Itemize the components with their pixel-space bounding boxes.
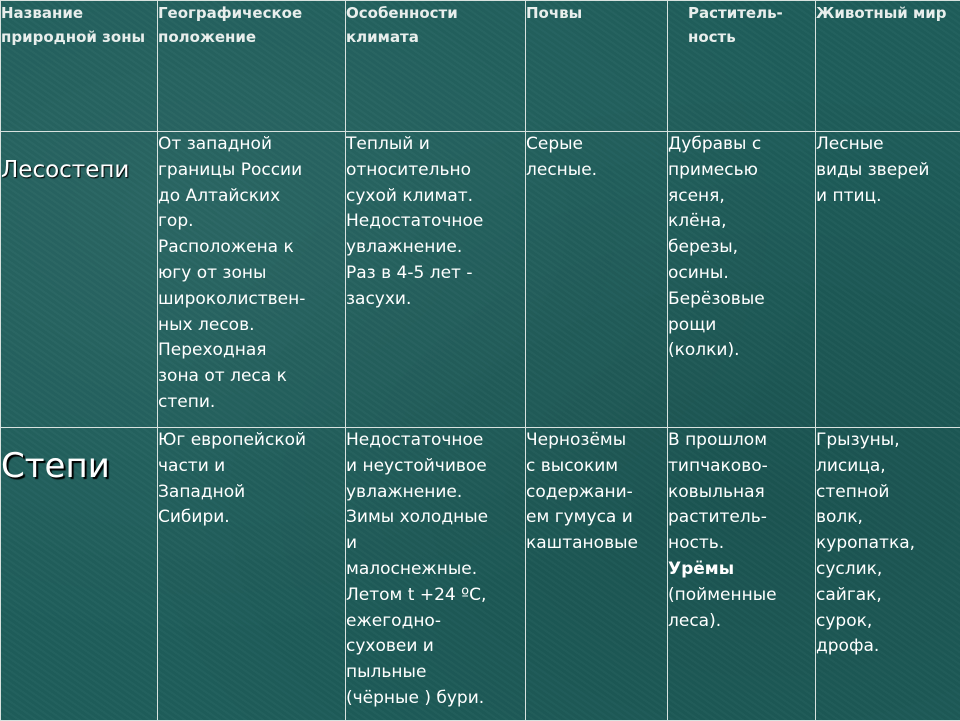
header-fauna: Животный мир [816,1,960,132]
table-row-steppe [1,428,960,721]
geo-cell-steppe: Юг европейской части и Западной Сибири. [158,428,346,721]
fauna-cell-steppe: Грызуны, лисица, степной волк, куропатка, суслик, сайгак, сурок, дрофа. [816,428,960,721]
fauna-cell-forest-steppe: Лесные виды зверей и птиц. [816,132,960,428]
vegetation-cell-steppe [668,428,816,721]
header-climate: Особенности климата [346,1,526,132]
header-geographic-position: Географическое положение [158,1,346,132]
zone-name-steppe: Степи [1,446,110,486]
soil-cell-steppe: Чернозёмы с высоким содержани- ем гумуса и каштановые [526,428,668,721]
table-row-forest-steppe [1,132,960,428]
vegetation-bold-term: Урёмы [668,559,734,579]
header-zone-name: Название природной зоны [1,1,158,132]
zone-name-cell [1,428,158,721]
climate-cell-steppe: Недостаточное и неустойчивое увлажнение. Зимы холодные и малоснежные. Летом t +24 ºС, ежегодно- суховеи и пыльные (чёрные ) бури. [346,428,526,721]
zone-name-cell [1,132,158,428]
zone-name-forest-steppe: Лесостепи [1,157,129,183]
vegetation-text-tail: (пойменные леса). [668,585,777,631]
vegetation-cell-forest-steppe: Дубравы с примесью ясеня, клёна, березы, осины. Берёзовые рощи (колки). [668,132,816,428]
soil-cell-forest-steppe: Серые лесные. [526,132,668,428]
header-row [1,1,960,132]
header-soils: Почвы [526,1,668,132]
climate-cell-forest-steppe: Теплый и относительно сухой климат. Недостаточное увлажнение. Раз в 4-5 лет - засухи. [346,132,526,428]
vegetation-text: В прошлом типчаково- ковыльная раститель- ность. [668,430,768,553]
header-vegetation: Раститель- ность [668,1,816,132]
geo-cell-forest-steppe: От западной границы России до Алтайских гор. Расположена к югу от зоны широколиствен- ных лесов. Переходная зона от леса к степи. [158,132,346,428]
